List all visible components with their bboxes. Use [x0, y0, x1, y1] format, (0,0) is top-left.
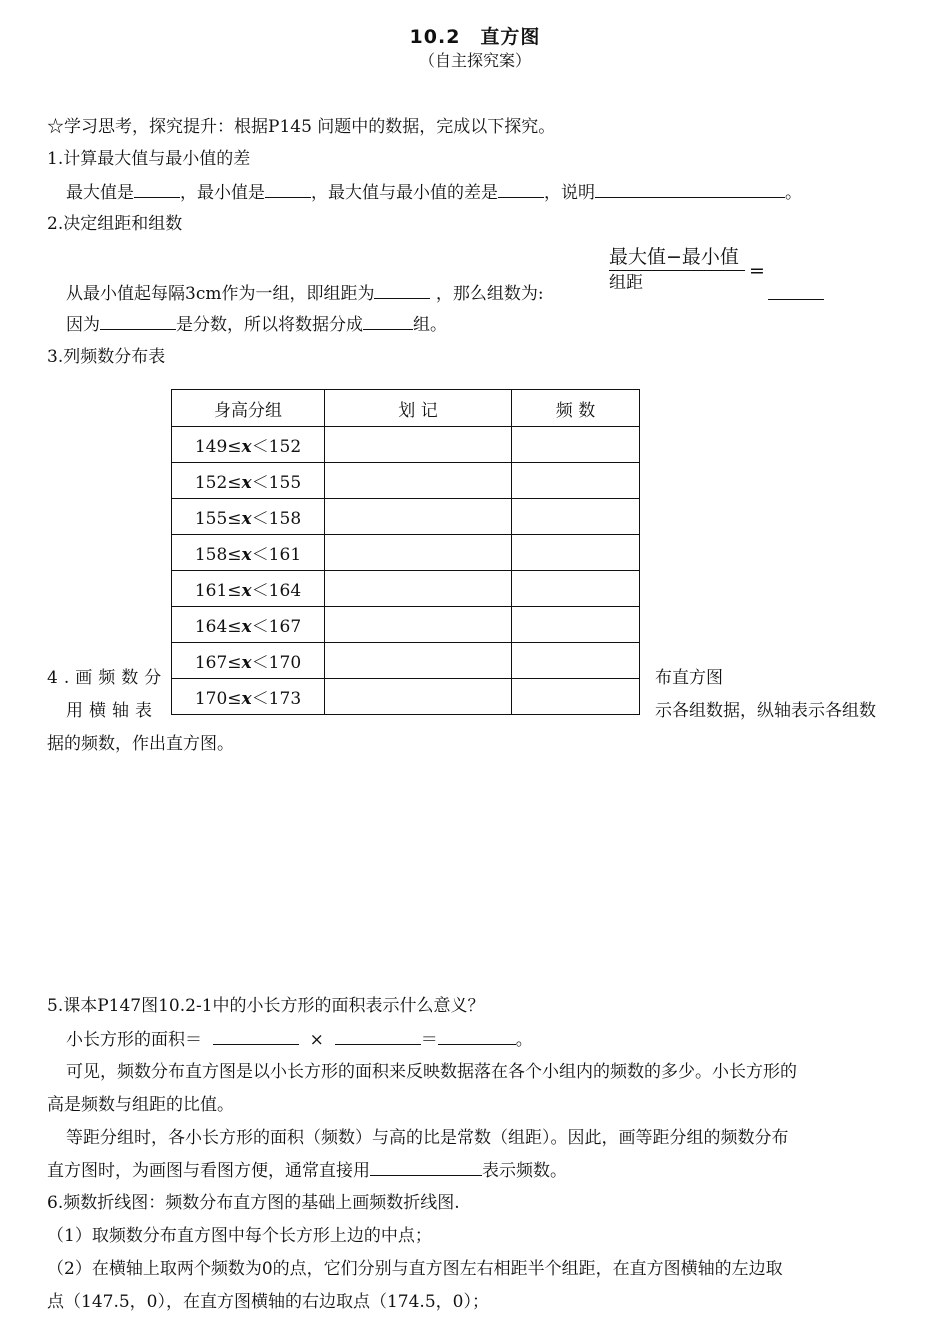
equals-sign: ＝ — [420, 1030, 438, 1050]
group-cell — [172, 427, 325, 463]
frequency-cell[interactable] — [512, 535, 640, 571]
q5-para-1b: 高是频数与组距的比值。 — [47, 1095, 234, 1115]
fraction-bar — [609, 270, 745, 271]
fraction-equals: = — [749, 260, 765, 282]
col-header-frequency: 频 数 — [512, 390, 640, 427]
range-high: ＜155 — [251, 473, 302, 493]
explain-blank[interactable] — [595, 181, 785, 198]
q4-left-2: 用横轴表 — [66, 701, 158, 721]
frequency-cell[interactable] — [512, 427, 640, 463]
represent-frequency-blank[interactable] — [370, 1159, 482, 1176]
range-high: ＜161 — [251, 545, 302, 565]
q1-text-2: ，最小值是 — [180, 183, 265, 203]
tally-cell[interactable] — [325, 643, 512, 679]
q5-para-2c-text: 表示频数。 — [482, 1161, 567, 1181]
variable-x: x — [241, 473, 252, 493]
range-blank[interactable] — [498, 181, 544, 198]
tally-cell[interactable] — [325, 427, 512, 463]
q5-para-2b — [47, 1159, 567, 1182]
area-factor-1-blank[interactable] — [213, 1028, 299, 1045]
q5-area-line — [66, 1028, 533, 1051]
range-high: ＜152 — [251, 437, 302, 457]
group-number-blank[interactable] — [363, 313, 413, 330]
q4-left-1: 4.画频数分 — [47, 668, 168, 688]
group-width-blank[interactable] — [374, 282, 430, 299]
fraction-denominator: 组距 — [609, 273, 643, 293]
min-value-blank[interactable] — [265, 181, 311, 198]
col-header-group: 身高分组 — [172, 390, 325, 427]
page-title: 10.2 直方图 — [409, 26, 541, 48]
range-low: 155≤ — [194, 509, 242, 529]
group-cell — [172, 679, 325, 715]
q5-para-1a: 可见，频数分布直方图是以小长方形的面积来反映数据落在各个小组内的频数的多少。小长方形的 — [66, 1062, 797, 1082]
range-high: ＜170 — [251, 653, 302, 673]
tally-cell[interactable] — [325, 607, 512, 643]
table-row — [172, 427, 640, 463]
frequency-cell[interactable] — [512, 607, 640, 643]
area-result-blank[interactable] — [438, 1028, 516, 1045]
frequency-cell[interactable] — [512, 571, 640, 607]
group-cell — [172, 571, 325, 607]
q4-right-1: 布直方图 — [655, 668, 723, 688]
group-cell — [172, 499, 325, 535]
group-count-fraction — [609, 245, 745, 294]
group-cell — [172, 463, 325, 499]
range-low: 164≤ — [194, 617, 242, 637]
q2-text-4: 是分数，所以将数据分成 — [176, 315, 363, 335]
col-header-tally: 划 记 — [325, 390, 512, 427]
range-high: ＜158 — [251, 509, 302, 529]
q1-text-1: 最大值是 — [66, 183, 134, 203]
table-row — [172, 571, 640, 607]
range-low: 161≤ — [194, 581, 242, 601]
q2-heading: 2.决定组距和组数 — [47, 214, 183, 234]
area-label: 小长方形的面积＝ — [66, 1030, 202, 1050]
q6-step-1: （1）取频数分布直方图中每个长方形上边的中点； — [47, 1226, 432, 1246]
table-header-row — [172, 390, 640, 427]
q2-line-1 — [66, 282, 544, 305]
variable-x: x — [241, 689, 252, 709]
area-end: 。 — [515, 1030, 533, 1050]
tally-cell[interactable] — [325, 463, 512, 499]
q2-text-1: 从最小值起每隔3cm作为一组，即组距为 — [66, 284, 375, 304]
q5-para-2a: 等距分组时，各小长方形的面积（频数）与高的比是常数（组距）。因此，画等距分组的频数分布 — [66, 1128, 789, 1148]
area-factor-2-blank[interactable] — [335, 1028, 421, 1045]
q6-step-2b: 点（147.5，0），在直方图横轴的右边取点（174.5，0）； — [47, 1292, 489, 1312]
fraction-value-blank[interactable] — [100, 313, 176, 330]
tally-cell[interactable] — [325, 499, 512, 535]
frequency-cell[interactable] — [512, 643, 640, 679]
q6-step-2a: （2）在横轴上取两个频数为0的点，它们分别与直方图左右相距半个组距，在直方图横轴的左边取 — [47, 1259, 783, 1279]
group-cell — [172, 607, 325, 643]
fraction-numerator: 最大值−最小值 — [609, 246, 739, 268]
q5-para-2b-text: 直方图时，为画图与看图方便，通常直接用 — [47, 1161, 370, 1181]
table-row — [172, 499, 640, 535]
variable-x: x — [241, 509, 252, 529]
table-row — [172, 679, 640, 715]
table-row — [172, 643, 640, 679]
table-row — [172, 463, 640, 499]
range-low: 152≤ — [194, 473, 242, 493]
q4-right-2: 示各组数据，纵轴表示各组数 — [655, 701, 876, 721]
range-low: 149≤ — [194, 437, 242, 457]
frequency-cell[interactable] — [512, 463, 640, 499]
range-low: 170≤ — [194, 689, 242, 709]
q2-text-3: 因为 — [66, 315, 100, 335]
range-high: ＜167 — [251, 617, 302, 637]
range-high: ＜173 — [251, 689, 302, 709]
q2-line-2 — [66, 313, 447, 336]
q1-line — [66, 181, 802, 204]
tally-cell[interactable] — [325, 535, 512, 571]
tally-cell[interactable] — [325, 679, 512, 715]
table-row — [172, 535, 640, 571]
q2-text-2: ，那么组数为: — [435, 284, 544, 304]
frequency-cell[interactable] — [512, 679, 640, 715]
q1-text-4: ，说明 — [544, 183, 595, 203]
q6-heading: 6.频数折线图：频数分布直方图的基础上画频数折线图. — [47, 1193, 460, 1213]
group-cell — [172, 643, 325, 679]
intro-text: ☆学习思考，探究提升：根据P145 问题中的数据，完成以下探究。 — [47, 117, 556, 137]
q1-text-5: 。 — [785, 183, 802, 203]
range-low: 158≤ — [194, 545, 242, 565]
variable-x: x — [241, 653, 252, 673]
range-low: 167≤ — [194, 653, 242, 673]
frequency-table — [171, 389, 640, 715]
times-sign: × — [309, 1030, 324, 1050]
frequency-cell[interactable] — [512, 499, 640, 535]
variable-x: x — [241, 617, 252, 637]
max-value-blank[interactable] — [134, 181, 180, 198]
table-row — [172, 607, 640, 643]
variable-x: x — [241, 545, 252, 565]
group-cell — [172, 535, 325, 571]
variable-x: x — [241, 581, 252, 601]
tally-cell[interactable] — [325, 571, 512, 607]
q5-heading: 5.课本P147图10.2-1中的小长方形的面积表示什么意义？ — [47, 996, 485, 1016]
q1-text-3: ，最大值与最小值的差是 — [311, 183, 498, 203]
page-subtitle: （自主探究案） — [418, 51, 531, 70]
range-high: ＜164 — [251, 581, 302, 601]
q3-heading: 3.列频数分布表 — [47, 347, 166, 367]
group-count-blank[interactable] — [768, 283, 824, 300]
q1-heading: 1.计算最大值与最小值的差 — [47, 149, 251, 169]
variable-x: x — [241, 437, 252, 457]
q4-line-3: 据的频数，作出直方图。 — [47, 734, 234, 754]
q2-text-5: 组。 — [413, 315, 447, 335]
